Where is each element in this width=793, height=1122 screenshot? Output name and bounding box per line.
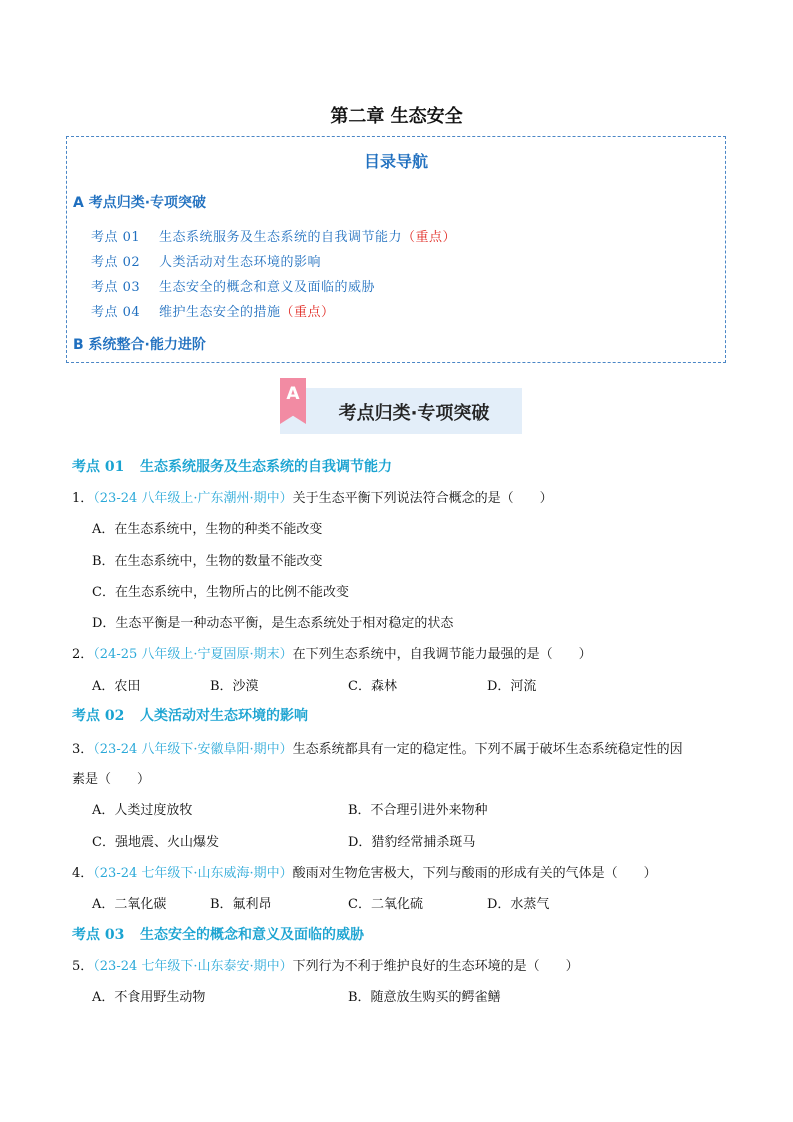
question-source: （23-24 七年级下·山东威海·期中） — [93, 866, 293, 881]
option-c: C．森林 — [348, 679, 397, 694]
question-source: （23-24 七年级下·山东泰安·期中） — [93, 959, 293, 974]
kaodian-heading-03 — [72, 924, 364, 944]
kaodian-title: 人类活动对生态环境的影响 — [140, 708, 308, 724]
option-d: D．生态平衡是一种动态平衡，是生态系统处于相对稳定的状态 — [92, 616, 454, 631]
question-stem: 下列行为不利于维护良好的生态环境的是（ ） — [292, 959, 579, 974]
toc-item-text: 维护生态安全的措施 — [159, 305, 281, 320]
option-a: A．农田 — [92, 679, 141, 694]
toc-item-01[interactable] — [91, 226, 456, 245]
chapter-title: 第二章 生态安全 — [330, 106, 463, 127]
question-stem: 关于生态平衡下列说法符合概念的是（ ） — [292, 491, 553, 506]
question-3-continuation: 素是（ ） — [72, 772, 151, 787]
toc-item-code: 考点 01 — [91, 230, 141, 245]
toc-box — [66, 136, 726, 363]
toc-item-text: 生态安全的概念和意义及面临的威胁 — [159, 280, 376, 295]
option-d: D．河流 — [487, 679, 537, 694]
question-2 — [72, 643, 592, 662]
kaodian-heading-02 — [72, 705, 308, 725]
kaodian-code: 考点 03 — [72, 927, 125, 943]
option-b: B．氟利昂 — [210, 897, 272, 912]
question-number: 5． — [72, 959, 94, 974]
toc-item-text: 生态系统服务及生态系统的自我调节能力 — [159, 230, 403, 245]
option-c: C．强地震、火山爆发 — [92, 835, 219, 850]
option-a: A．不食用野生动物 — [92, 990, 206, 1005]
question-stem: 在下列生态系统中，自我调节能力最强的是（ ） — [292, 647, 592, 662]
question-source: （23-24 八年级下·安徽阜阳·期中） — [93, 742, 293, 757]
option-c: C．二氧化硫 — [348, 897, 423, 912]
toc-section-a[interactable]: A 考点归类·专项突破 — [73, 195, 207, 211]
option-b: B．沙漠 — [210, 679, 259, 694]
option-c: C．在生态系统中，生物所占的比例不能改变 — [92, 585, 349, 600]
option-d: D．猎豹经常捕杀斑马 — [348, 835, 476, 850]
toc-item-code: 考点 04 — [91, 305, 141, 320]
option-b: B．随意放生购买的鳄雀鳝 — [348, 990, 501, 1005]
question-stem: 酸雨对生物危害极大，下列与酸雨的形成有关的气体是（ ） — [292, 866, 657, 881]
option-d: D．水蒸气 — [487, 897, 550, 912]
toc-item-code: 考点 03 — [91, 280, 141, 295]
kaodian-code: 考点 02 — [72, 708, 125, 724]
option-a: A．人类过度放牧 — [92, 803, 193, 818]
option-a: A．二氧化碳 — [92, 897, 167, 912]
banner-letter: A — [286, 384, 300, 404]
kaodian-heading-01 — [72, 456, 392, 476]
toc-item-04[interactable] — [91, 301, 335, 320]
toc-item-text: 人类活动对生态环境的影响 — [159, 255, 322, 270]
option-b: B．在生态系统中，生物的数量不能改变 — [92, 554, 323, 569]
question-4 — [72, 862, 657, 881]
kaodian-code: 考点 01 — [72, 459, 125, 475]
question-1 — [72, 487, 553, 506]
kaodian-title: 生态系统服务及生态系统的自我调节能力 — [140, 459, 392, 475]
toc-heading: 目录导航 — [363, 152, 428, 171]
option-a: A．在生态系统中，生物的种类不能改变 — [92, 522, 323, 537]
toc-item-key-badge: （重点） — [402, 230, 457, 245]
kaodian-title: 生态安全的概念和意义及面临的威胁 — [140, 927, 364, 943]
question-number: 4． — [72, 866, 94, 881]
option-b: B．不合理引进外来物种 — [348, 803, 488, 818]
question-number: 2． — [72, 647, 94, 662]
question-stem: 生态系统都具有一定的稳定性。下列不属于破坏生态系统稳定性的因 — [292, 742, 683, 757]
question-number: 3． — [72, 742, 94, 757]
question-source: （24-25 八年级上·宁夏固原·期末） — [93, 647, 293, 662]
toc-item-key-badge: （重点） — [280, 305, 335, 320]
banner-title: 考点归类·专项突破 — [338, 403, 490, 424]
question-3 — [72, 738, 683, 757]
toc-item-02[interactable] — [91, 251, 321, 270]
question-source: （23-24 八年级上·广东潮州·期中） — [93, 491, 293, 506]
question-5 — [72, 955, 579, 974]
toc-section-b[interactable]: B 系统整合·能力进阶 — [73, 337, 206, 353]
toc-item-code: 考点 02 — [91, 255, 141, 270]
toc-item-03[interactable] — [91, 276, 375, 295]
question-number: 1． — [72, 491, 94, 506]
